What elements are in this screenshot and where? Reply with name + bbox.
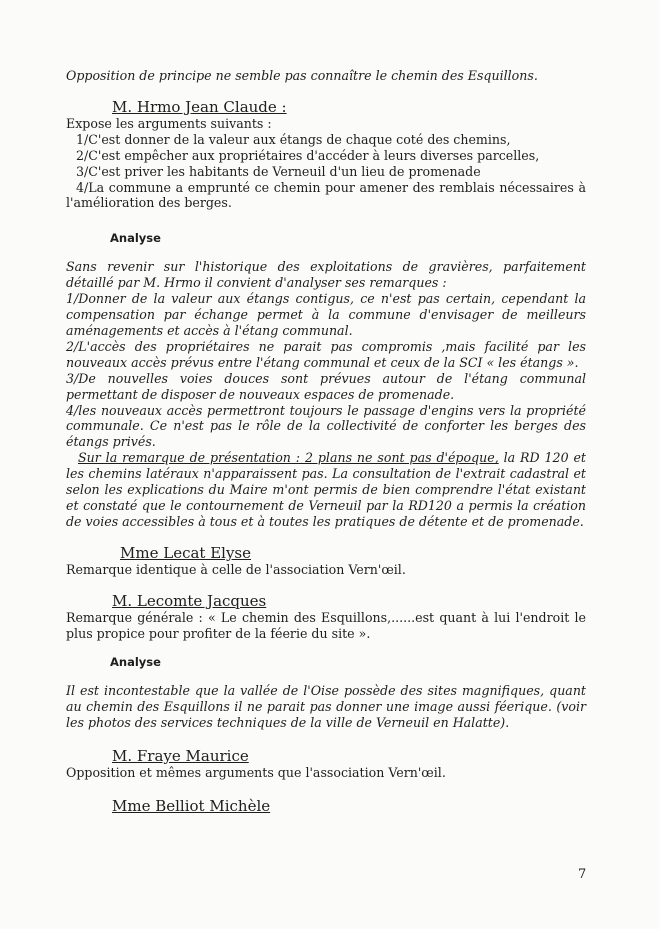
fraye-text: Opposition et mêmes arguments que l'association Vern'œil.: [66, 765, 446, 781]
analyse-heading-1: Analyse: [110, 231, 161, 246]
analyse1-point-2: 2/L'accès des propriétaires ne parait pas compromis ,mais facilité par les nouveaux accès prévus entre l'étang communal et ceux de la SCI « les étangs ».: [66, 338, 586, 370]
analyse1-point-4: 4/les nouveaux accès permettront toujours le passage d'engins vers la propriété communale. Ce n'est pas le rôle de la collectivité de conforter les berges des étangs privés.: [66, 402, 586, 450]
lecat-text: Remarque identique à celle de l'association Vern'œil.: [66, 561, 406, 577]
document-page: [66, 62, 586, 815]
presentation-underlined: Sur la remarque de présentation : 2 plans ne sont pas d'époque,: [78, 450, 499, 466]
hrmo-item-2: 2/C'est empêcher aux propriétaires d'accéder à leurs diverses parcelles,: [76, 147, 540, 163]
hrmo-lead: Expose les arguments suivants :: [66, 115, 272, 131]
analyse1-intro: Sans revenir sur l'historique des exploitations de gravières, parfaitement détaillé par M. Hrmo il convient d'analyser ses remarques :: [66, 259, 586, 291]
page-number: 7: [578, 867, 587, 882]
hrmo-item-3: 3/C'est priver les habitants de Verneuil d'un lieu de promenade: [76, 163, 481, 179]
person-name-lecat: Mme Lecat Elyse: [120, 543, 252, 562]
analyse2-text: Il est incontestable que la vallée de l'Oise possède des sites magnifiques, quant au chemin des Esquillons il ne parait pas donner une image aussi féerique. (voir les photos des services techniques de la ville de Verneuil en Halatte).: [66, 683, 586, 731]
analyse1-point-1: 1/Donner de la valeur aux étangs contigus, ce n'est pas certain, cependant la compensation par échange permet à la commune d'envisager de meilleurs aménagements et accès à l'étang communal.: [66, 291, 586, 338]
analyse1-presentation: [66, 450, 586, 530]
intro-text: Opposition de principe ne semble pas connaître le chemin des Esquillons.: [66, 68, 538, 83]
person-name-fraye: M. Fraye Maurice: [112, 747, 249, 766]
lecomte-text: Remarque générale : « Le chemin des Esquillons,......est quant à lui l'endroit le plus propice pour profiter de la féerie du site ».: [66, 609, 586, 641]
hrmo-item-1: 1/C'est donner de la valeur aux étangs de chaque coté des chemins,: [76, 131, 511, 147]
analyse1-point-3: 3/De nouvelles voies douces sont prévues autour de l'étang communal permettant de disposer de nouveaux espaces de promenade.: [66, 370, 586, 402]
person-name-belliot: Mme Belliot Michèle: [112, 797, 271, 816]
analyse-heading-2: Analyse: [110, 655, 161, 670]
person-name-hrmo: M. Hrmo Jean Claude :: [112, 97, 287, 116]
hrmo-item-4: 4/La commune a emprunté ce chemin pour amener des remblais nécessaires à l'amélioration des berges.: [66, 179, 586, 211]
person-name-lecomte: M. Lecomte Jacques: [112, 591, 267, 610]
presentation-rest: la RD 120 et les chemins latéraux n'apparaissent pas. La consultation de l'extrait cadastral et selon les explications du Maire m'ont permis de bien comprendre l'état existant et constaté que le contournement de Verneuil par la RD120 a permis la création de voies accessibles à tous et à toutes les pratiques de détente et de promenade.: [66, 450, 586, 529]
